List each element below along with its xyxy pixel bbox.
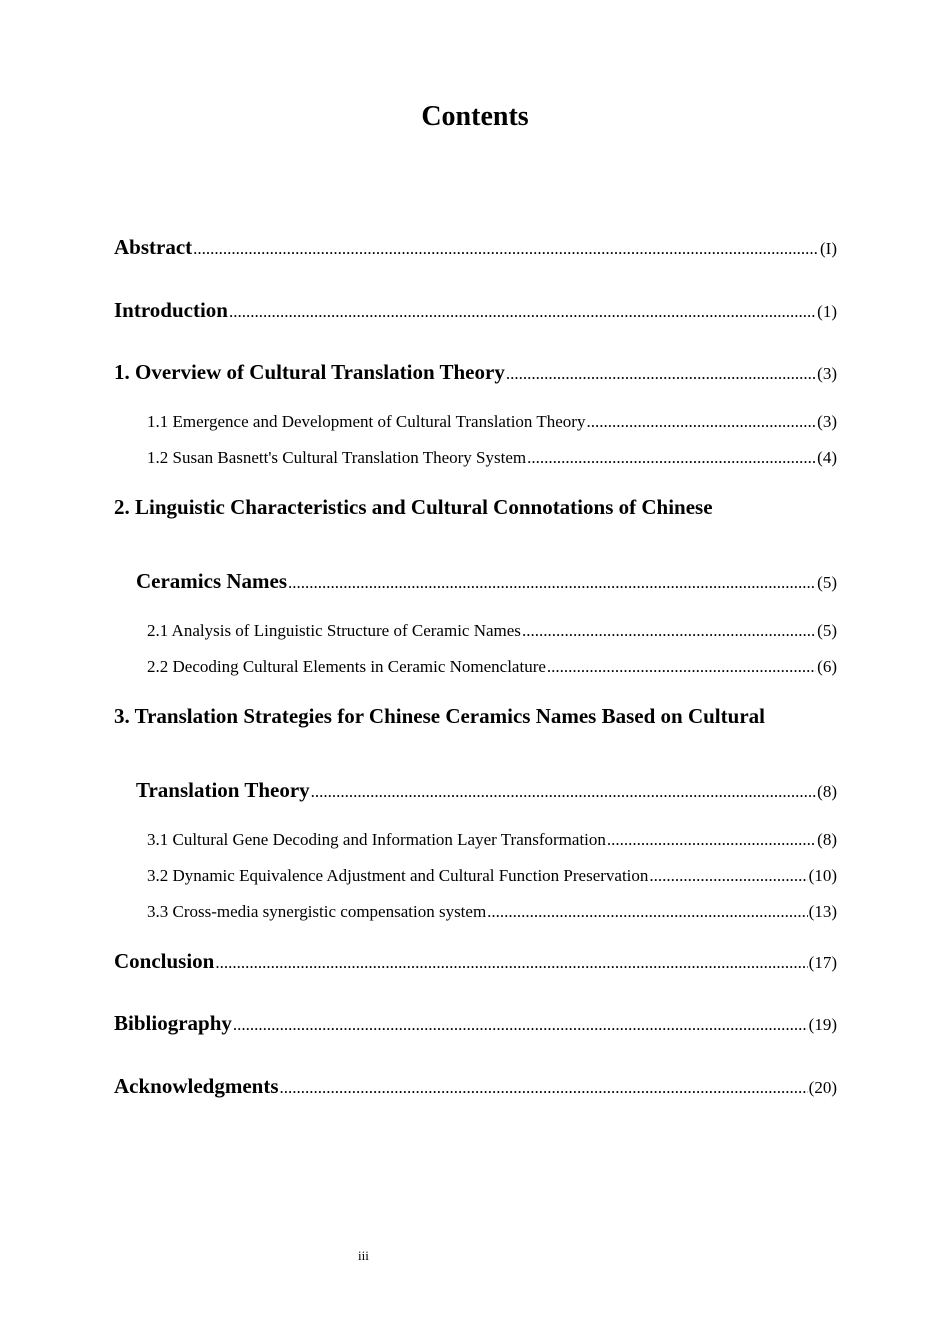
toc-page-number: (8) (817, 830, 837, 849)
toc-page-number: (20) (808, 1078, 837, 1097)
toc-page-number: (17) (808, 953, 837, 972)
toc-entry-section-3-1[interactable] (147, 828, 837, 852)
toc-entry-section-2-2[interactable] (147, 655, 837, 679)
toc-entry-label: 1.1 Emergence and Development of Cultural Translation Theory (147, 412, 586, 431)
toc-entry-section-3-2[interactable] (147, 864, 837, 888)
toc-dot-leader (522, 619, 816, 643)
toc-dot-leader (280, 1074, 808, 1102)
page-title: Contents (421, 101, 529, 132)
toc-entry-label: 2.2 Decoding Cultural Elements in Ceramic Nomenclature (147, 657, 546, 676)
toc-dot-leader (547, 655, 816, 679)
toc-dot-leader (586, 410, 816, 434)
toc-page-number: (I) (820, 239, 837, 258)
toc-entry-label: Acknowledgments (114, 1074, 279, 1098)
toc-dot-leader (506, 360, 816, 388)
toc-entry-chapter-3[interactable] (136, 776, 837, 806)
toc-entry-label: 3.2 Dynamic Equivalence Adjustment and Cultural Function Preservation (147, 866, 649, 885)
toc-page-number: (5) (817, 621, 837, 640)
toc-page-number: (5) (817, 573, 837, 592)
toc-page-number: (3) (817, 364, 837, 383)
toc-entry-section-1-2[interactable] (147, 446, 837, 470)
toc-entry-introduction[interactable] (114, 296, 837, 326)
toc-entry-section-2-1[interactable] (147, 619, 837, 643)
toc-entry-label: 3.1 Cultural Gene Decoding and Information Layer Transformation (147, 830, 606, 849)
toc-entry-label: Introduction (114, 298, 228, 322)
toc-entry-chapter-2[interactable] (136, 567, 837, 597)
toc-dot-leader (193, 235, 819, 263)
toc-page-number: (19) (808, 1015, 837, 1034)
toc-entry-section-3-3[interactable] (147, 900, 837, 924)
toc-entry-acknowledgments[interactable] (114, 1072, 837, 1102)
toc-entry-bibliography[interactable] (114, 1009, 837, 1039)
toc-page-number: (6) (817, 657, 837, 676)
toc-entry-chapter-1[interactable] (114, 358, 837, 388)
toc-entry-label: 1. Overview of Cultural Translation Theory (114, 360, 505, 384)
toc-entry-label: Ceramics Names (136, 569, 288, 593)
toc-page-number: (3) (817, 412, 837, 431)
toc-dot-leader (288, 569, 816, 597)
toc-entry-label: Translation Theory (136, 778, 310, 802)
toc-page-number: (10) (808, 866, 837, 885)
toc-page-number: (1) (817, 302, 837, 321)
toc-entry-conclusion[interactable] (114, 947, 837, 977)
toc-page-number: (13) (808, 902, 837, 921)
toc-page-number: (8) (817, 782, 837, 801)
toc-dot-leader (527, 446, 816, 470)
toc-dot-leader (607, 828, 816, 852)
toc-entry-chapter-3-line-1[interactable]: 3. Translation Strategies for Chinese Ceramics Names Based on Cultural (114, 704, 765, 728)
toc-page-number: (4) (817, 448, 837, 467)
toc-dot-leader (229, 298, 816, 326)
toc-entry-label: 3.3 Cross-media synergistic compensation system (147, 902, 487, 921)
toc-dot-leader (649, 864, 807, 888)
toc-entry-label: 1.2 Susan Basnett's Cultural Translation Theory System (147, 448, 527, 467)
toc-entry-label: 2.1 Analysis of Linguistic Structure of Ceramic Names (147, 621, 521, 640)
toc-entry-chapter-2-line-1[interactable]: 2. Linguistic Characteristics and Cultural Connotations of Chinese (114, 495, 713, 519)
toc-entry-label: Abstract (114, 235, 193, 259)
footer-page-number: iii (358, 1248, 369, 1263)
toc-entry-abstract[interactable] (114, 233, 837, 263)
toc-entry-label: Conclusion (114, 949, 215, 973)
toc-entry-label: Bibliography (114, 1011, 232, 1035)
toc-dot-leader (215, 949, 807, 977)
toc-entry-section-1-1[interactable] (147, 410, 837, 434)
toc-dot-leader (487, 900, 808, 924)
toc-dot-leader (311, 778, 817, 806)
toc-dot-leader (233, 1011, 808, 1039)
